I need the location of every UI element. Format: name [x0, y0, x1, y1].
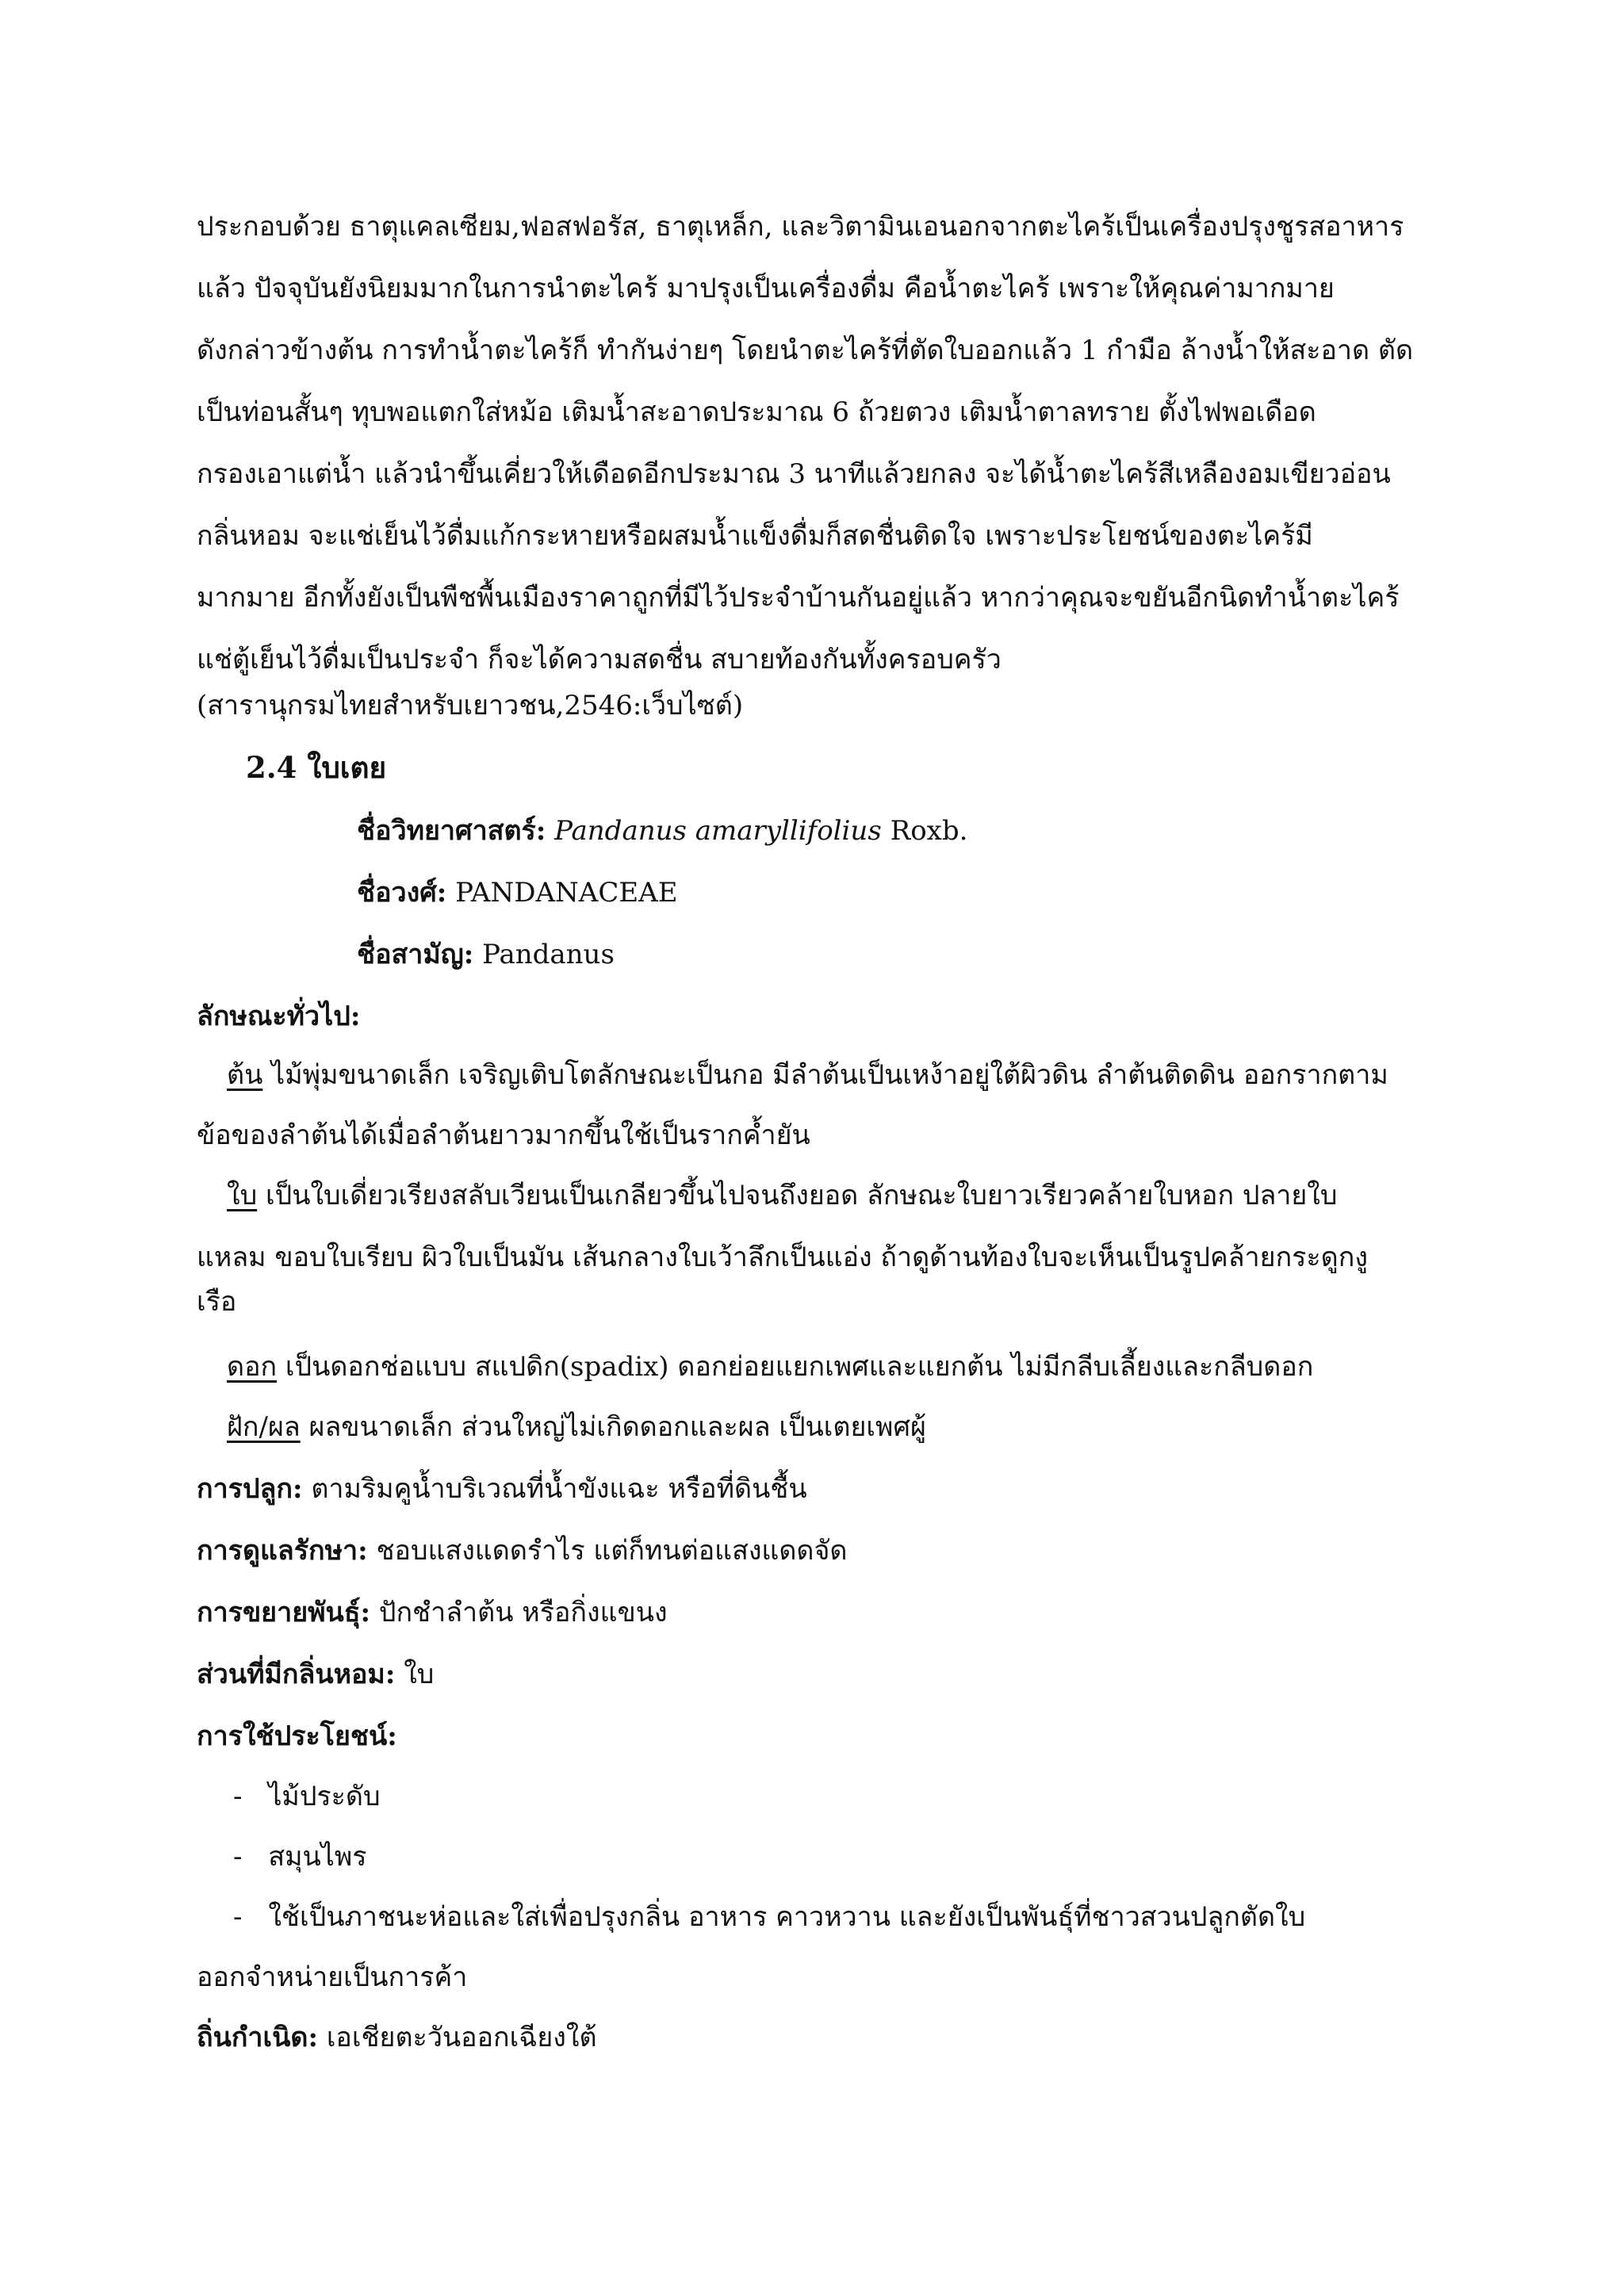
intro-line-7: มากมาย อีกทั้งยังเป็นพืชพื้นเมืองราคาถูกที่มีไว้ประจำบ้านกันอยู่แล้ว หากว่าคุณจะขยันอีกนิดทำน้ำตะไคร้: [197, 582, 1400, 614]
care-value: ชอบแสงแดดรำไร แต่ก็ทนต่อแสงแดดจัด: [376, 1535, 848, 1567]
intro-line-2: แล้ว ปัจจุบันยังนิยมมากในการนำตะไคร้ มาปรุงเป็นเครื่องดื่ม คือน้ำตะไคร้ เพราะให้คุณค่ามากมาย: [197, 273, 1335, 304]
leaf-text: เป็นใบเดี่ยวเรียงสลับเวียนเป็นเกลียวขึ้นไปจนถึงยอด ลักษณะใบยาวเรียวคล้ายใบหอก ปลายใบ: [266, 1180, 1338, 1211]
family-row: [357, 874, 678, 912]
origin-value: เอเชียตะวันออกเฉียงใต้: [326, 2022, 597, 2053]
uses-item-1: [233, 1777, 381, 1816]
leaf-label: ใบ: [227, 1180, 258, 1211]
flower-label: ดอก: [227, 1351, 278, 1383]
uses-item-text: ใช้เป็นภาชนะห่อและใส่เพื่อปรุงกลิ่น อาหาร คาวหวาน และยังเป็นพันธุ์ที่ชาวสวนปลูกตัดใบ: [268, 1901, 1306, 1933]
propagation-value: ปักชำลำต้น หรือกิ่งแขนง: [378, 1597, 668, 1628]
planting-value: ตามริมคูน้ำบริเวณที่น้ำขังแฉะ หรือที่ดินชื้น: [311, 1473, 807, 1505]
leaf-line-3: เรือ: [197, 1286, 237, 1318]
citation: (สารานุกรมไทยสำหรับเยาวชน,2546:เว็บไซต์): [197, 690, 744, 721]
uses-item-text: ไม้ประดับ: [268, 1781, 381, 1812]
general-characteristics-label: ลักษณะทั่วไป:: [197, 1001, 361, 1032]
propagation-label: การขยายพันธุ์:: [197, 1597, 371, 1628]
stem-label: ต้น: [227, 1059, 263, 1091]
scientific-name-genus-species: Pandanus amaryllifolius: [554, 815, 882, 847]
family-value: PANDANACEAE: [455, 877, 678, 909]
intro-line-8: แช่ตู้เย็นไว้ดื่มเป็นประจำ ก็จะได้ความสดชื่น สบายท้องกันทั้งครอบครัว: [197, 644, 1002, 675]
origin-row: [197, 2019, 597, 2057]
stem-text: ไม้พุ่มขนาดเล็ก เจริญเติบโตลักษณะเป็นกอ มีลำต้นเป็นเหง้าอยู่ใต้ผิวดิน ลำต้นติดดิน ออกรากตาม: [271, 1059, 1388, 1091]
fragrant-part-label: ส่วนที่มีกลิ่นหอม:: [197, 1659, 396, 1690]
intro-line-3: ดังกล่าวข้างต้น การทำน้ำตะไคร้ก็ ทำกันง่ายๆ โดยนำตะไคร้ที่ตัดใบออกแล้ว 1 กำมือ ล้างน้ำให้สะอาด ตัด: [197, 335, 1414, 366]
family-label: ชื่อวงศ์:: [357, 877, 447, 909]
planting-row: [197, 1470, 807, 1508]
stem-line-2: ข้อของลำต้นได้เมื่อลำต้นยาวมากขึ้นใช้เป็นรากค้ำยัน: [197, 1119, 810, 1151]
uses-item-3: [233, 1898, 1305, 1936]
care-label: การดูแลรักษา:: [197, 1535, 368, 1567]
scientific-name-label: ชื่อวิทยาศาสตร์:: [357, 815, 546, 847]
uses-item-text: สมุนไพร: [268, 1841, 367, 1873]
fragrant-part-value: ใบ: [404, 1659, 435, 1690]
common-name-row: [357, 936, 615, 974]
common-name-label: ชื่อสามัญ:: [357, 939, 474, 970]
section-heading: 2.4 ใบเตย: [246, 750, 387, 785]
propagation-row: [197, 1594, 668, 1632]
flower-text: เป็นดอกช่อแบบ สแปดิก(spadix) ดอกย่อยแยกเพศและแยกต้น ไม่มีกลีบเลี้ยงและกลีบดอก: [285, 1351, 1314, 1383]
intro-line-5: กรองเอาแต่น้ำ แล้วนำขึ้นเคี่ยวให้เดือดอีกประมาณ 3 นาทีแล้วยกลง จะได้น้ำตะไคร้สีเหลืองอมเขียวอ่อน: [197, 458, 1391, 490]
uses-bullet: -: [233, 1901, 243, 1933]
scientific-name-author: Roxb.: [881, 815, 968, 847]
scientific-name-row: [357, 812, 967, 850]
leaf-line-2: แหลม ขอบใบเรียบ ผิวใบเป็นมัน เส้นกลางใบเว้าลึกเป็นแอ่ง ถ้าดูด้านท้องใบจะเห็นเป็นรูปคล้ายกระดูกงู: [197, 1242, 1368, 1273]
fruit-line: [227, 1408, 926, 1446]
planting-label: การปลูก:: [197, 1473, 303, 1505]
uses-bullet: -: [233, 1841, 243, 1873]
common-name-value: Pandanus: [482, 939, 615, 970]
intro-line-1: ประกอบด้วย ธาตุแคลเซียม,ฟอสฟอรัส, ธาตุเหล็ก, และวิตามินเอนอกจากตะไคร้เป็นเครื่องปรุงชูรสอาหาร: [197, 211, 1404, 243]
uses-item-3-continuation: ออกจำหน่ายเป็นการค้า: [197, 1961, 468, 1993]
fruit-text: ผลขนาดเล็ก ส่วนใหญ่ไม่เกิดดอกและผล เป็นเตยเพศผู้: [308, 1411, 926, 1443]
uses-bullet: -: [233, 1781, 243, 1812]
intro-line-4: เป็นท่อนสั้นๆ ทุบพอแตกใส่หม้อ เติมน้ำสะอาดประมาณ 6 ถ้วยตวง เติมน้ำตาลทราย ตั้งไฟพอเดือด: [197, 396, 1316, 428]
origin-label: ถิ่นกำเนิด:: [197, 2022, 318, 2053]
leaf-line-1: [227, 1177, 1337, 1215]
uses-label: การใช้ประโยชน์:: [197, 1720, 397, 1752]
care-row: [197, 1532, 848, 1570]
uses-item-2: [233, 1838, 367, 1876]
intro-line-6: กลิ่นหอม จะแช่เย็นไว้ดื่มแก้กระหายหรือผสมน้ำแข็งดื่มก็สดชื่นติดใจ เพราะประโยชน์ของตะไคร้มี: [197, 520, 1313, 552]
stem-line-1: [227, 1056, 1388, 1094]
fruit-label: ฝัก/ผล: [227, 1411, 301, 1443]
fragrant-part-row: [197, 1655, 434, 1693]
flower-line: [227, 1348, 1313, 1386]
